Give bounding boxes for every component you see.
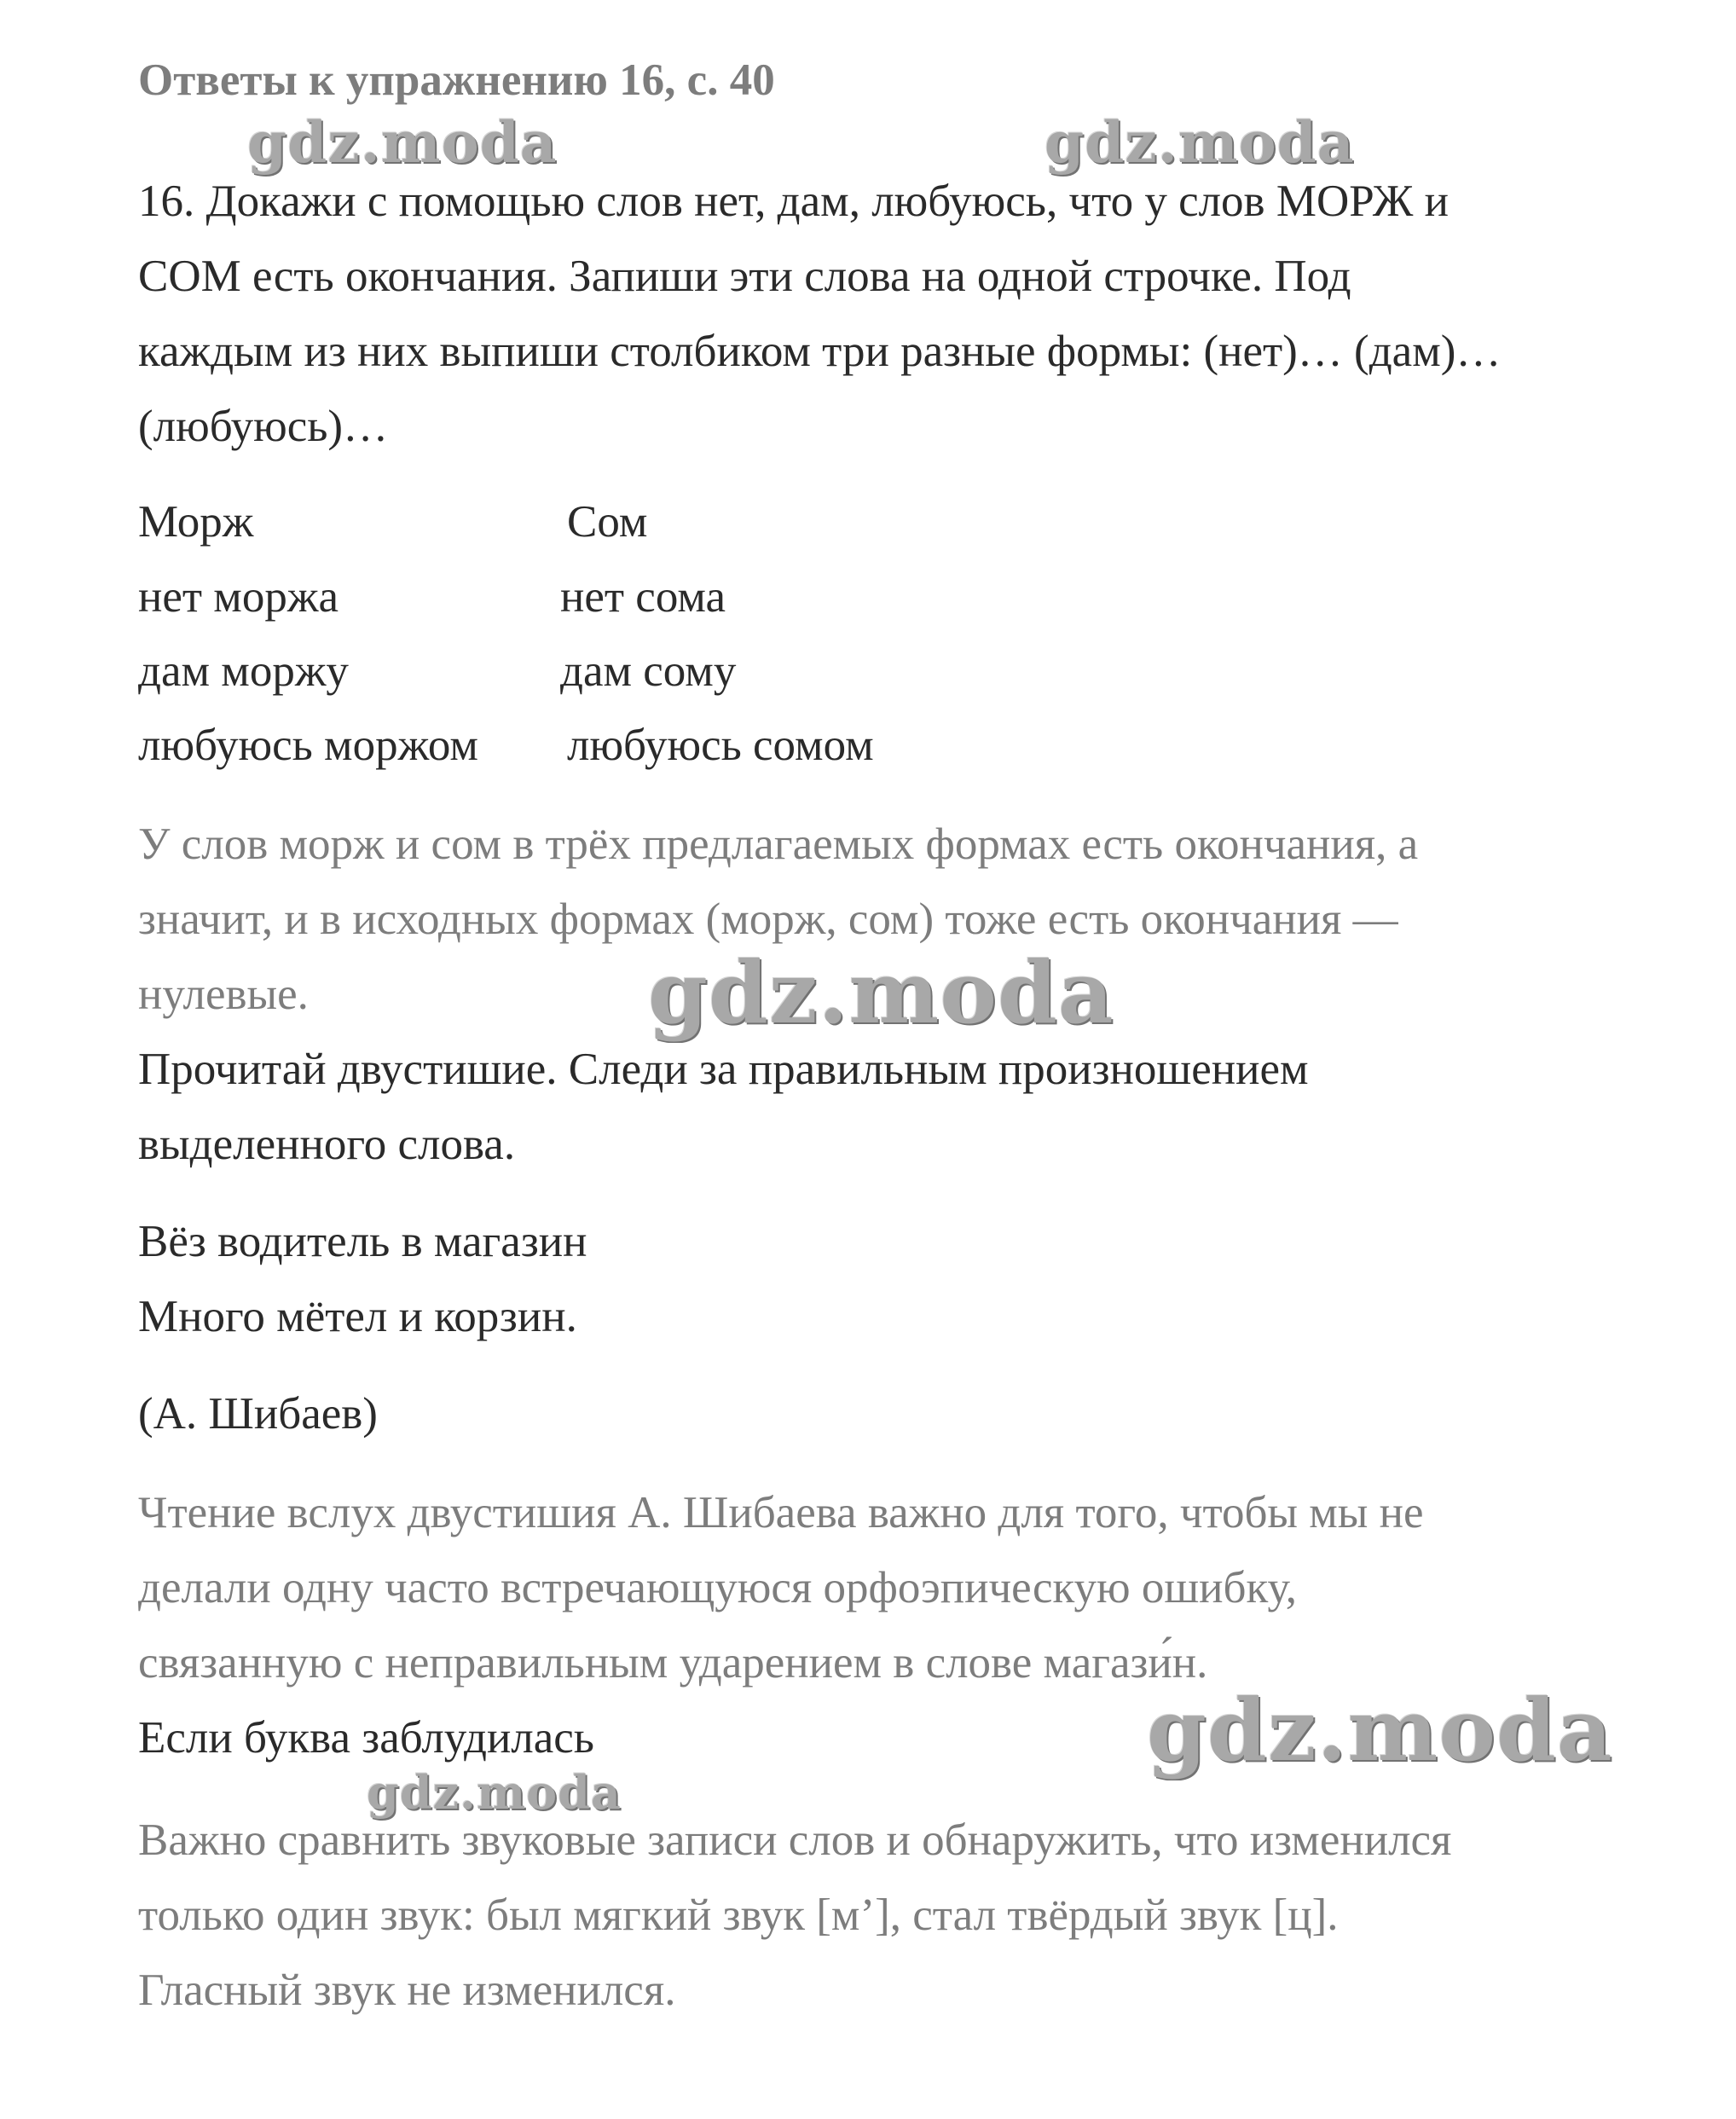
watermark: gdz.moda bbox=[1147, 1680, 1613, 1780]
answer-line: У слов морж и сом в трёх предлагаемых формах есть окончания, а bbox=[138, 819, 1419, 869]
task-line: каждым из них выпиши столбиком три разные формы: (нет)… (дам)… bbox=[138, 327, 1502, 376]
poem-line: Вёз водитель в магазин bbox=[138, 1217, 587, 1266]
table-cell-left: любуюсь моржом bbox=[138, 721, 478, 770]
table-cell-left: нет моржа bbox=[138, 572, 339, 622]
answer-line: Важно сравнить звуковые записи слов и обнаружить, что изменился bbox=[138, 1815, 1452, 1865]
answer-line: Чтение вслух двустишия А. Шибаева важно для того, чтобы мы не bbox=[138, 1488, 1424, 1537]
task-line: Прочитай двустишие. Следи за правильным произношением bbox=[138, 1045, 1309, 1094]
poem-line: Много мётел и корзин. bbox=[138, 1292, 577, 1341]
section-heading: Если буква заблудилась bbox=[138, 1713, 594, 1763]
table-cell-left: дам моржу bbox=[138, 646, 349, 696]
task-line: (любуюсь)… bbox=[138, 402, 389, 451]
answer-line: значит, и в исходных формах (морж, сом) тоже есть окончания — bbox=[138, 894, 1398, 944]
poem-author: (А. Шибаев) bbox=[138, 1389, 378, 1439]
watermark: gdz.moda bbox=[648, 942, 1114, 1043]
watermark: gdz.moda bbox=[247, 109, 558, 176]
answer-line: Гласный звук не изменился. bbox=[138, 1966, 676, 2015]
table-cell-right: нет сома bbox=[560, 572, 726, 622]
table-cell-left: Морж bbox=[138, 497, 254, 547]
answer-line: нулевые. bbox=[138, 970, 309, 1019]
task-line: 16. Докажи с помощью слов нет, дам, любуюсь, что у слов МОРЖ и bbox=[138, 177, 1449, 226]
answer-line: только один звук: был мягкий звук [м’], стал твёрдый звук [ц]. bbox=[138, 1890, 1339, 1940]
answer-line: связанную с неправильным ударением в слове магази́н. bbox=[138, 1638, 1208, 1688]
task-line: СОМ есть окончания. Запиши эти слова на одной строчке. Под bbox=[138, 252, 1351, 301]
answer-line: делали одну часто встречающуюся орфоэпическую ошибку, bbox=[138, 1563, 1297, 1612]
page-title: Ответы к упражнению 16, с. 40 bbox=[138, 55, 775, 105]
table-cell-right: любуюсь сомом bbox=[567, 721, 874, 770]
watermark: gdz.moda bbox=[1044, 109, 1355, 176]
table-cell-right: дам сому bbox=[560, 646, 737, 696]
table-cell-right: Сом bbox=[567, 497, 648, 547]
task-line: выделенного слова. bbox=[138, 1120, 516, 1169]
watermark: gdz.moda bbox=[367, 1765, 622, 1820]
